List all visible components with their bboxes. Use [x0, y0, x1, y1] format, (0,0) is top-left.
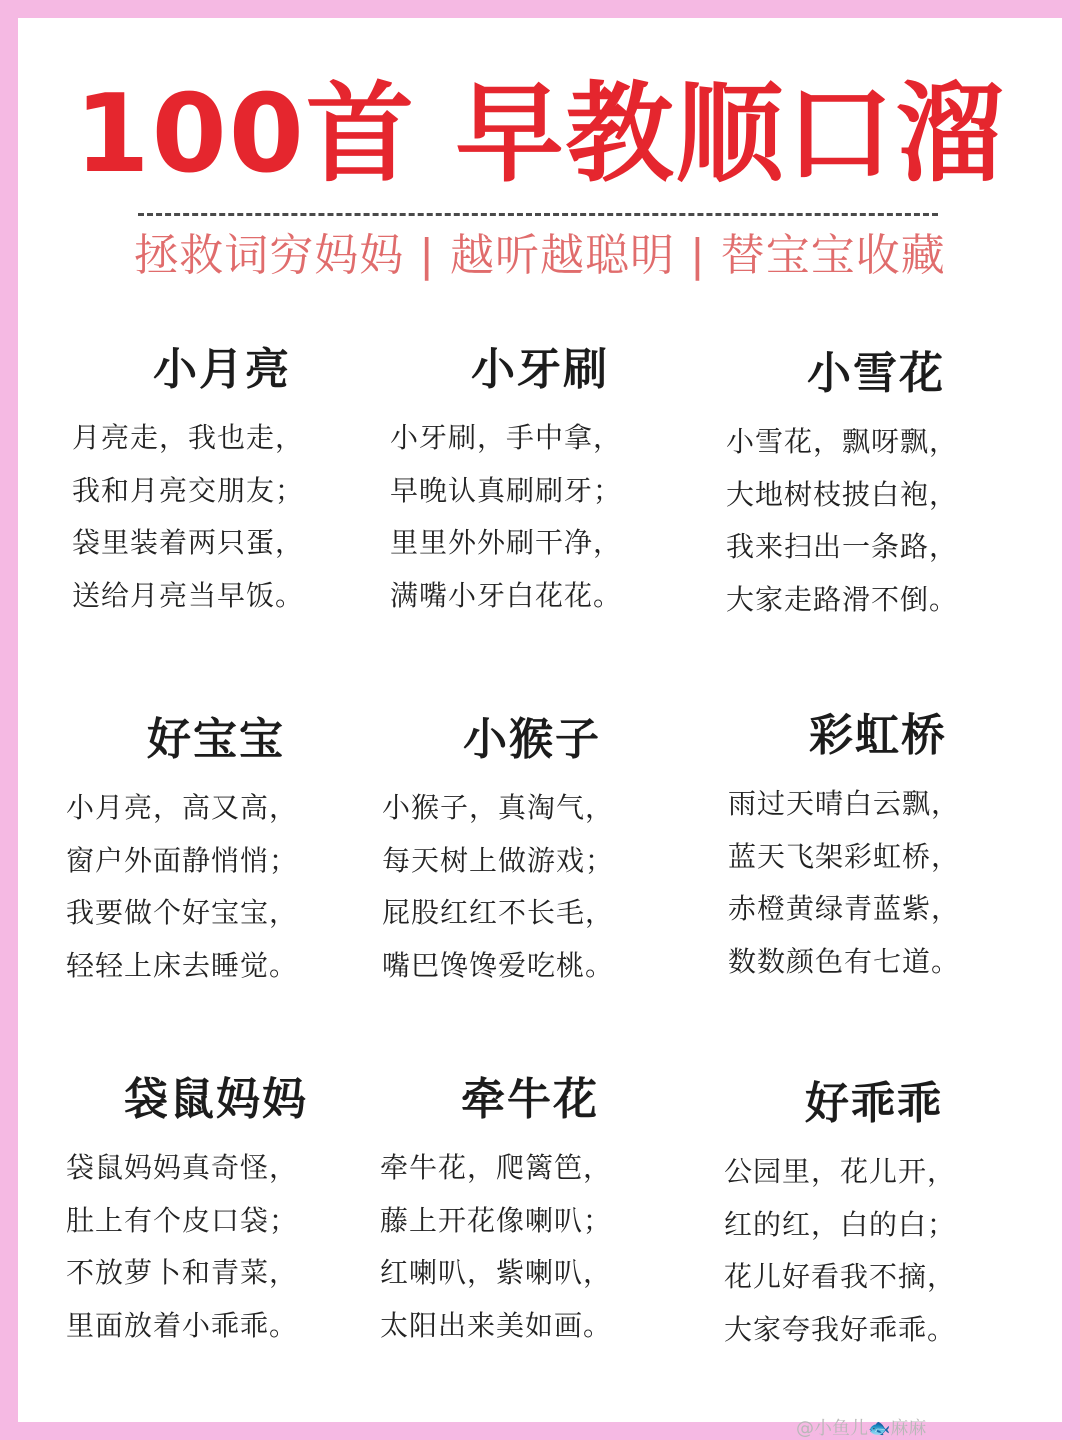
poem-line: 每天树上做游戏；	[382, 843, 615, 877]
poem-line: 袋鼠妈妈真奇怪，	[66, 1151, 299, 1184]
poem-line: 赤橙黄绿青蓝紫，	[728, 892, 961, 925]
poem-title: 好乖乖	[805, 1078, 943, 1129]
poem-line: 屁股红红不长毛，	[382, 896, 615, 929]
poem-line: 小牙刷，手中拿，	[390, 421, 623, 454]
poem-line: 不放萝卜和青菜，	[66, 1256, 299, 1289]
poem-line: 里面放着小乖乖。	[66, 1308, 299, 1342]
poem-title: 小月亮	[153, 344, 291, 395]
poem-line: 里里外外刷干净，	[390, 526, 623, 559]
poem-line: 满嘴小牙白花花。	[390, 578, 623, 612]
page-title: 100首 早教顺口溜	[74, 72, 1006, 197]
poem-line: 我和月亮交朋友；	[72, 473, 305, 507]
poem-line: 月亮走，我也走，	[72, 421, 305, 454]
poem-card	[728, 708, 1028, 988]
poem-title: 小猴子	[463, 714, 601, 765]
author-watermark: @小鱼儿🐟麻麻	[796, 1418, 927, 1439]
poem-card	[724, 1076, 1024, 1356]
poem-line: 窗户外面静悄悄；	[66, 843, 299, 877]
poem-card	[66, 712, 366, 992]
poem-card	[380, 1072, 680, 1352]
poem-card	[72, 342, 372, 622]
poem-card	[382, 712, 682, 992]
poem-line: 我要做个好宝宝，	[66, 896, 299, 929]
poem-line: 花儿好看我不摘，	[724, 1260, 957, 1293]
poem-line: 袋里装着两只蛋，	[72, 526, 305, 559]
poem-title: 小牙刷	[471, 344, 609, 395]
poem-title: 小雪花	[807, 348, 945, 399]
poem-line: 小月亮，高又高，	[66, 791, 299, 824]
poem-line: 早晚认真刷刷牙；	[390, 473, 623, 507]
poem-line: 红的红，白的白；	[724, 1207, 957, 1241]
poem-line: 小雪花，飘呀飘，	[726, 425, 959, 458]
poem-line: 我来扫出一条路，	[726, 530, 959, 563]
poem-title: 好宝宝	[147, 714, 285, 765]
poem-line: 太阳出来美如画。	[380, 1308, 613, 1342]
poem-line: 红喇叭，紫喇叭，	[380, 1256, 613, 1289]
poem-line: 大家夸我好乖乖。	[724, 1312, 957, 1346]
poem-line: 蓝天飞架彩虹桥，	[728, 839, 961, 873]
page-subtitle: 拯救词穷妈妈 | 越听越聪明 | 替宝宝收藏	[134, 230, 946, 281]
poem-card	[726, 346, 1026, 626]
dashed-divider	[138, 213, 938, 216]
poem-line: 大地树枝披白袍，	[726, 477, 959, 511]
poem-card	[66, 1072, 366, 1352]
poem-line: 轻轻上床去睡觉。	[66, 948, 299, 982]
poem-line: 藤上开花像喇叭；	[380, 1203, 613, 1237]
poem-line: 送给月亮当早饭。	[72, 578, 305, 612]
poem-line: 牵牛花，爬篱笆，	[380, 1151, 613, 1184]
poem-card	[390, 342, 690, 622]
poem-line: 嘴巴馋馋爱吃桃。	[382, 948, 615, 982]
poem-title: 牵牛花	[461, 1074, 599, 1125]
poem-line: 大家走路滑不倒。	[726, 582, 959, 616]
poem-line: 数数颜色有七道。	[728, 944, 961, 978]
poem-line: 肚上有个皮口袋；	[66, 1203, 299, 1237]
poem-line: 小猴子，真淘气，	[382, 791, 615, 824]
poem-title: 袋鼠妈妈	[124, 1074, 308, 1125]
poem-line: 公园里，花儿开，	[724, 1155, 957, 1188]
poem-line: 雨过天晴白云飘，	[728, 787, 961, 820]
poem-title: 彩虹桥	[809, 710, 947, 761]
